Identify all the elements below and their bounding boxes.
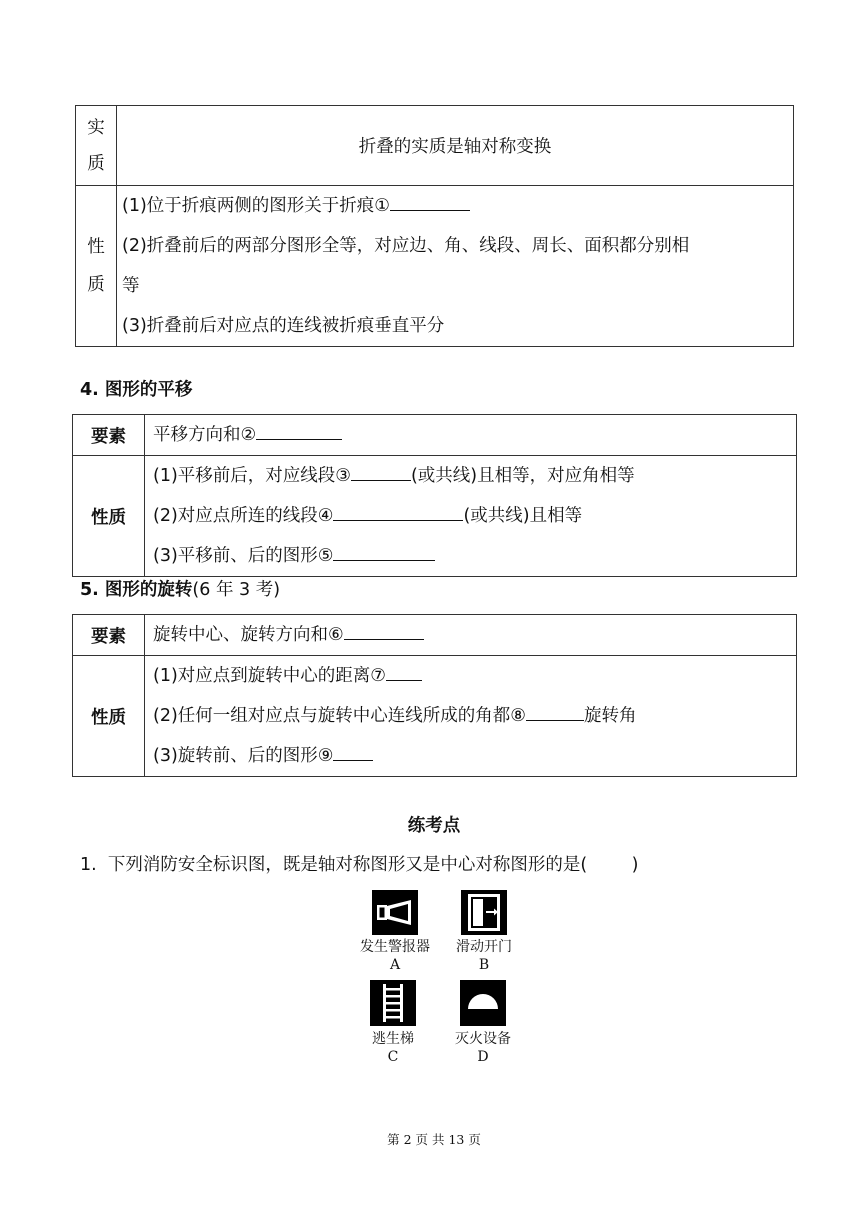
rotation-line-3: (3)旋转前、后的图形⑨ bbox=[145, 736, 796, 776]
fold-property-line-1: (1)位于折痕两侧的图形关于折痕① bbox=[117, 186, 793, 226]
fold-property-line-3: (3)折叠前后对应点的连线被折痕垂直平分 bbox=[122, 316, 445, 336]
option-d-caption: 灭火设备 D bbox=[455, 1031, 511, 1065]
translation-property-head: 性质 bbox=[73, 456, 145, 577]
translation-element-head: 要素 bbox=[73, 415, 145, 456]
rotation-table bbox=[72, 614, 797, 777]
fold-essence-content: 折叠的实质是轴对称变换 bbox=[117, 106, 794, 186]
rotation-title: 5. 图形的旋转(6 年 3 考) bbox=[80, 580, 281, 600]
fold-property-line-2b: 等 bbox=[122, 276, 140, 296]
fold-essence-head: 实质 bbox=[76, 106, 117, 186]
translation-property-content bbox=[145, 456, 797, 577]
translation-line-3: (3)平移前、后的图形⑤ bbox=[145, 536, 796, 576]
rotation-property-content bbox=[145, 656, 797, 777]
fold-property-line-2: (2)折叠前后的两部分图形全等，对应边、角、线段、周长、面积都分别相 bbox=[122, 236, 690, 256]
sliding-door-icon bbox=[461, 890, 507, 935]
rotation-element-content: 旋转中心、旋转方向和⑥ bbox=[145, 615, 797, 656]
rotation-property-head: 性质 bbox=[73, 656, 145, 777]
fold-property-head: 性质 bbox=[76, 186, 117, 347]
fold-property-content bbox=[117, 186, 794, 347]
option-c-caption: 逃生梯 C bbox=[372, 1031, 414, 1065]
translation-title: 4. 图形的平移 bbox=[80, 380, 193, 400]
rotation-note: (6 年 3 考) bbox=[192, 580, 281, 600]
dome-icon bbox=[460, 980, 506, 1026]
translation-line-1: (1)平移前后，对应线段③ (或共线)且相等，对应角相等 bbox=[145, 456, 796, 496]
ladder-icon bbox=[370, 980, 416, 1026]
rotation-line-2: (2)任何一组对应点与旋转中心连线所成的角都⑧ 旋转角 bbox=[145, 696, 796, 736]
translation-table bbox=[72, 414, 797, 577]
page-footer: 第 2 页 共 13 页 bbox=[387, 1132, 481, 1147]
translation-element-content: 平移方向和② bbox=[145, 415, 797, 456]
question-1: 1. 下列消防安全标识图，既是轴对称图形又是中心对称图形的是( ) bbox=[80, 855, 639, 875]
option-b-caption: 滑动开门 B bbox=[456, 939, 512, 973]
practice-heading: 练考点 bbox=[407, 816, 461, 836]
rotation-line-1: (1)对应点到旋转中心的距离⑦ bbox=[145, 656, 796, 696]
rotation-element-head: 要素 bbox=[73, 615, 145, 656]
option-a-caption: 发生警报器 A bbox=[360, 939, 430, 973]
horn-icon bbox=[372, 890, 418, 935]
translation-line-2: (2)对应点所连的线段④ (或共线)且相等 bbox=[145, 496, 796, 536]
fold-table bbox=[75, 105, 794, 347]
